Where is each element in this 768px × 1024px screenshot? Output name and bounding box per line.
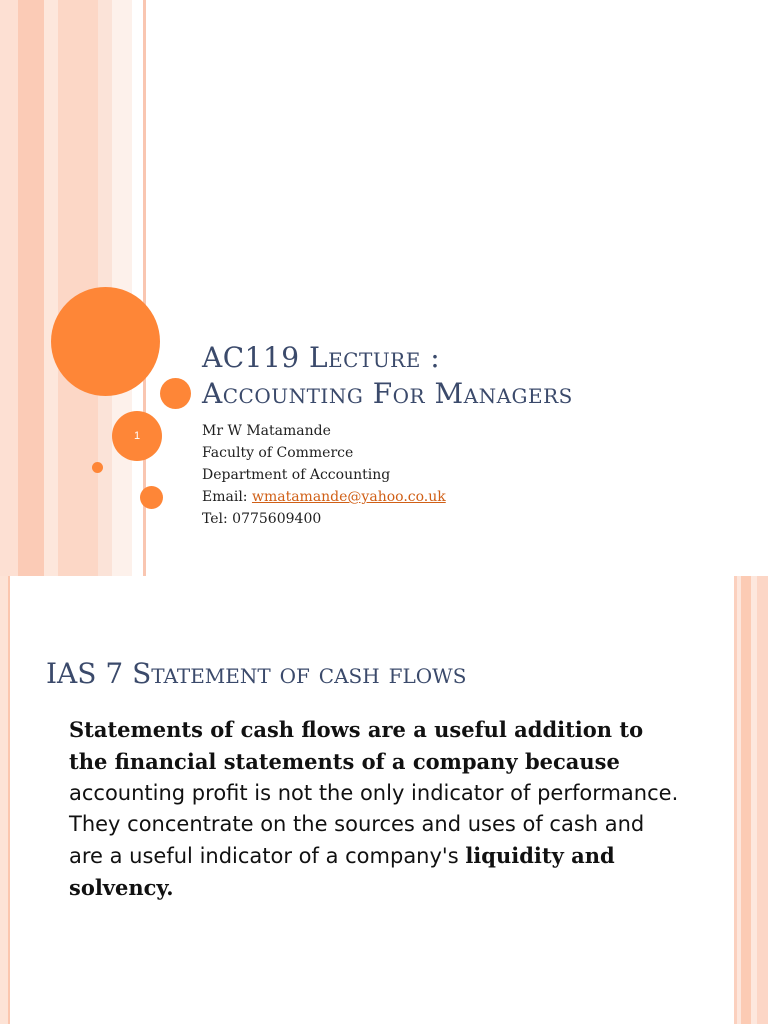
decor-stripe [8, 576, 10, 1024]
slide-title: IAS 7 Statement of cash flows [46, 657, 467, 690]
email-line [202, 486, 446, 508]
bold-intro: Statements of cash flows are a useful addition to the financial statements of a company because [69, 717, 644, 774]
decor-stripe [757, 576, 768, 1024]
body-paragraph [69, 714, 679, 904]
decor-circle-large [51, 287, 160, 396]
lecturer-name: Mr W Matamande [202, 423, 331, 439]
decor-stripe [741, 576, 751, 1024]
page-number-badge [112, 411, 162, 461]
decor-stripe [0, 0, 18, 576]
telephone: Tel: 0775609400 [202, 511, 322, 527]
decor-stripe [0, 576, 8, 1024]
body-text: accounting profit is not the only indicator of performance. They concentrate on the sources and uses of cash and are a useful indicator of a company's [69, 781, 679, 868]
author-info [202, 420, 446, 530]
decor-circle-small [92, 462, 103, 473]
page-number: 1 [133, 430, 141, 442]
decor-circle [160, 378, 191, 409]
department: Department of Accounting [202, 467, 391, 483]
title-line-2: Accounting For Managers [202, 377, 573, 410]
slide-2 [0, 576, 768, 1024]
faculty: Faculty of Commerce [202, 445, 354, 461]
bold-conclusion: liquidity and solvency. [69, 843, 615, 900]
title-line-1: AC119 Lecture : [202, 341, 441, 374]
email-label: Email: [202, 489, 252, 505]
decor-circle [140, 486, 163, 509]
decor-stripe [44, 0, 58, 576]
slide-title [202, 340, 573, 412]
email-link[interactable]: wmatamande@yahoo.co.uk [251, 489, 446, 505]
decor-stripe [18, 0, 44, 576]
